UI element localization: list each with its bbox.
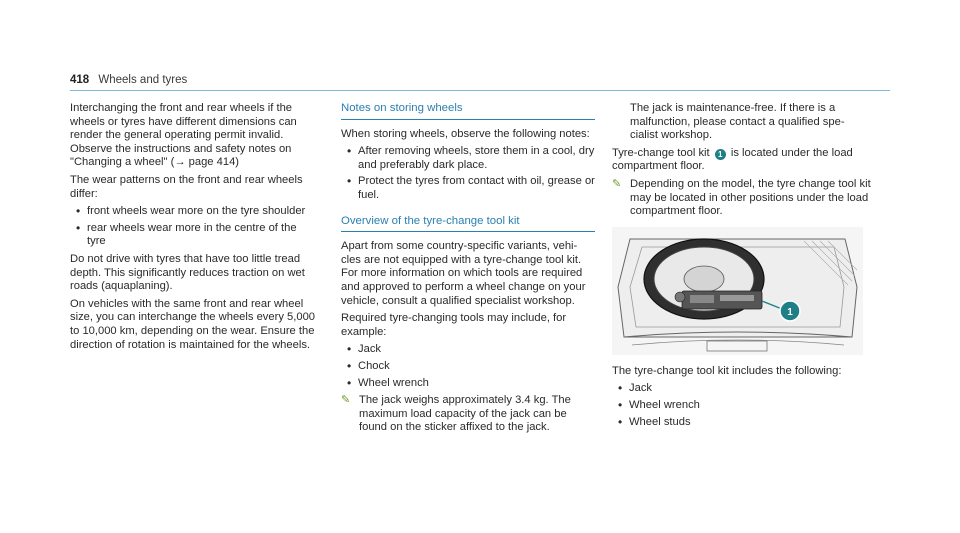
list-item: • Wheel wrench [612,399,872,413]
info-note-icon: ✎ [341,394,351,407]
info-note [612,178,872,219]
paragraph: Apart from some country-specific variants, vehi-cles are not equipped with a tyre-change tool kit. For more information on which tools are required and approved to perform a wheel change on your vehicle, consult a qualified specialist workshop. [341,240,586,307]
list-item: • Jack [341,343,595,357]
callout-badge: 1 [715,149,726,160]
info-note [341,394,595,435]
figure-callout-label: 1 [787,306,793,318]
paragraph: Required tyre-changing tools may include, for example: [341,312,567,338]
paragraph: Do not drive with tyres that have too little tread depth. This significantly reduces traction on wet roads (aquaplaning). [70,252,305,293]
tool-kit-figure [612,227,863,355]
column-1 [70,102,318,356]
bullet-list [70,205,318,249]
paragraph: When storing wheels, observe the following notes: [341,127,590,140]
bullet-list [612,382,872,429]
page-header [70,74,187,86]
bullet-list [341,343,595,390]
paragraph: Interchanging the front and rear wheels if the wheels or tyres have different dimensions can render the general operating permit invalid. Observe the instructions and safety notes on "Changing a wheel" (→ page 414) [70,102,297,169]
paragraph: The jack is maintenance-free. If there is a malfunction, please contact a qualified spe-cialist workshop. [630,102,845,142]
list-item: • front wheels wear more on the tyre shoulder [70,205,318,219]
load-compartment-illustration [612,227,863,355]
list-item: • Wheel studs [612,416,872,430]
header-divider [70,90,890,91]
list-item: • Wheel wrench [341,377,595,391]
info-note-icon: ✎ [612,177,622,190]
paragraph: The wear patterns on the front and rear wheels differ: [70,173,303,200]
paragraph: Tyre-change tool kit 1 is located under the load compartment floor. [612,146,853,173]
note-text: Depending on the model, the tyre change tool kit may be located in other positions under the load compartment floor. [630,177,871,218]
bullet-list [341,145,595,202]
list-item: • Chock [341,360,595,374]
paragraph: On vehicles with the same front and rear wheel size, you can interchange the wheels every 5,000 to 10,000 km, depending on the wear. Ensure the direction of rotation is maintained for the wheels. [70,297,316,351]
page-number: 418 [70,74,90,86]
list-item: • rear wheels wear more in the centre of the tyre [70,222,318,249]
paragraph: The tyre-change tool kit includes the following: [612,364,842,377]
list-item: • Protect the tyres from contact with oil, grease or fuel. [341,175,595,202]
chapter-title: Wheels and tyres [98,74,188,86]
note-text: The jack weighs approximately 3.4 kg. The maximum load capacity of the jack can be found on the sticker affixed to the jack. [359,394,571,434]
list-item: • Jack [612,382,872,396]
section-heading-storing-wheels: Notes on storing wheels [341,102,595,120]
column-2 [341,102,595,439]
column-3 [612,102,872,433]
section-heading-tool-kit: Overview of the tyre-change tool kit [341,215,595,233]
list-item: • After removing wheels, store them in a cool, dry and preferably dark place. [341,145,595,172]
